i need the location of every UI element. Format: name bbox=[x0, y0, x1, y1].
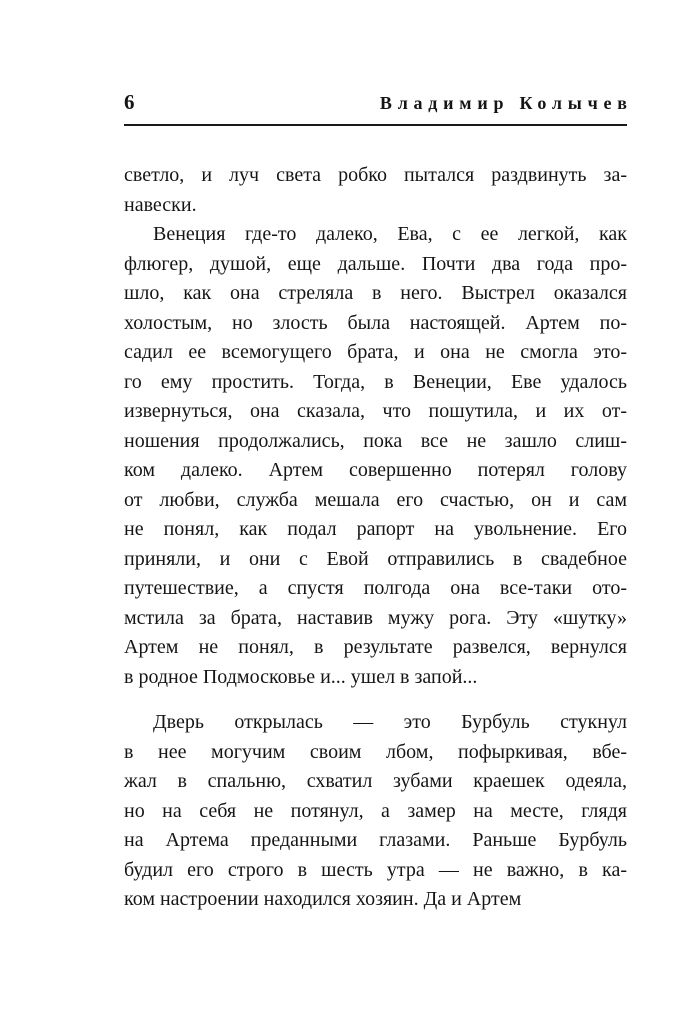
page-number: 6 bbox=[124, 90, 135, 114]
text-line: в нее могучим своим лбом, пофыркивая, вбе- bbox=[124, 740, 627, 763]
text-line: светло, и луч света робко пытался раздвинуть за- bbox=[124, 164, 627, 186]
text-line: приняли, и они с Евой отправились в свадебное bbox=[124, 547, 627, 570]
paragraph bbox=[124, 220, 627, 692]
text-line: флюгер, душой, еще дальше. Почти два года про- bbox=[124, 252, 627, 275]
text-line: ком настроении находился хозяин. Да и Артем bbox=[124, 888, 522, 910]
text-line: Венеция где-то далеко, Ева, с ее легкой, как bbox=[153, 223, 627, 245]
text-line: путешествие, а спустя полгода она все-таки ото- bbox=[124, 577, 627, 599]
text-line: ком далеко. Артем совершенно потерял голову bbox=[124, 459, 627, 481]
paragraph bbox=[124, 708, 627, 915]
text-line: навески. bbox=[124, 193, 197, 216]
text-line: не понял, как подал рапорт на увольнение. Его bbox=[124, 518, 627, 540]
text-line: холостым, но злость была настоящей. Артем по- bbox=[124, 311, 627, 334]
text-line: го ему простить. Тогда, в Венеции, Еве удалось bbox=[124, 370, 627, 393]
text-line: на Артема преданными глазами. Раньше Бурбуль bbox=[124, 829, 627, 851]
text-line: будил его строго в шесть утра — не важно, в ка- bbox=[124, 858, 627, 881]
text-line: шло, как она стреляла в него. Выстрел оказался bbox=[124, 282, 627, 304]
text-block bbox=[124, 161, 627, 915]
text-line: ношения продолжались, пока все не зашло слиш- bbox=[124, 429, 627, 452]
text-line: садил ее всемогущего брата, и она не смогла это- bbox=[124, 341, 627, 363]
text-line: Артем не понял, в результате развелся, вернулся bbox=[124, 636, 627, 658]
text-line: извернуться, она сказала, что пошутила, и их от- bbox=[124, 400, 627, 422]
text-line: Дверь открылась — это Бурбуль стукнул bbox=[153, 711, 627, 733]
text-line: в родное Подмосковье и... ушел в запой... bbox=[124, 665, 478, 688]
text-line: от любви, служба мешала его счастью, он и сам bbox=[124, 488, 627, 511]
text-line: мстила за брата, наставив мужу рога. Эту «шутку» bbox=[124, 606, 627, 629]
running-title: Владимир Колычев bbox=[379, 93, 633, 113]
text-line: но на себя не потянул, а замер на месте, глядя bbox=[124, 799, 627, 822]
text-line: жал в спальню, схватил зубами краешек одеяла, bbox=[124, 770, 627, 792]
page-header bbox=[124, 90, 633, 115]
paragraph bbox=[124, 161, 627, 220]
header-rule bbox=[124, 124, 627, 126]
